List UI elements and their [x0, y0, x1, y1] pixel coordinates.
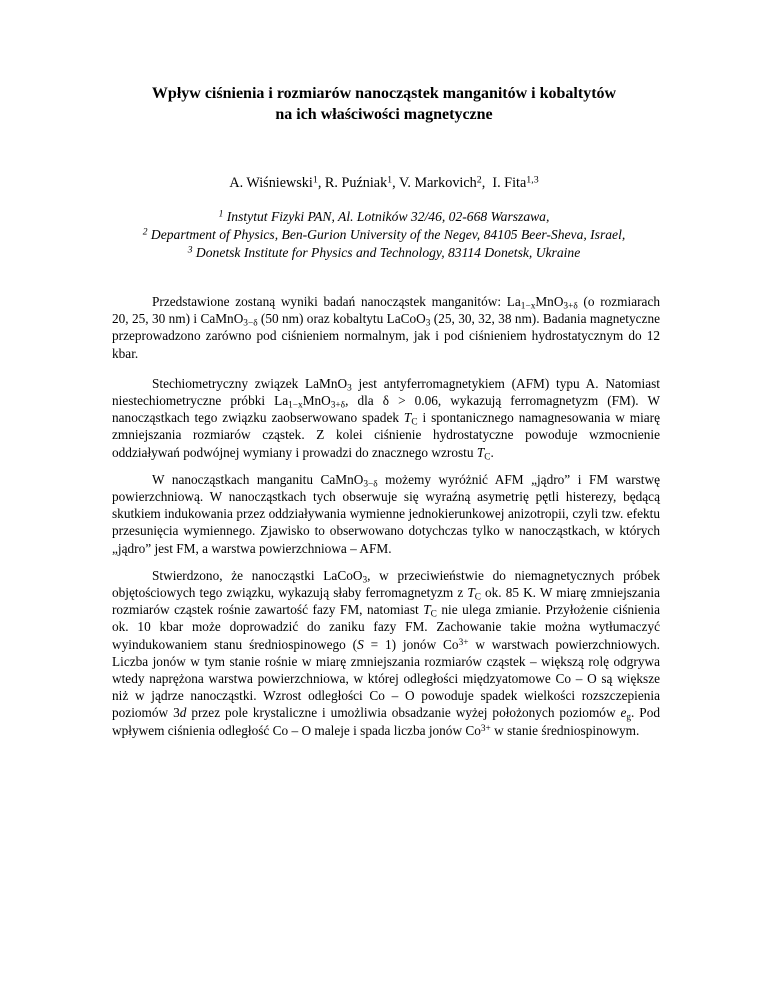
author-name: V. Markovich [398, 175, 477, 191]
author-name: I. Fita [492, 175, 527, 191]
title-line-1: Wpływ ciśnienia i rozmiarów nanocząstek manganitów i kobaltytów [151, 85, 617, 102]
affiliation-3: $^3$ Donetsk Institute for Physics and Technology, 83114 Donetsk, Ukraine [187, 245, 581, 260]
paragraph-2: Stechiometryczny związek LaMnO$_3$ jest antyferromagnetykiem (AFM) typu A. Natomiast niestechiometryczne próbki $La_{1-x}MnO_{3+\delta}$, dla δ > 0.06, wykazują ferromagnetyzm (FM). W nanocząstkach tego związku zaobserwowano spadek $T_C$ i spontanicznego namagnesowania w miarę zmniejszania rozmiarów cząstek. Z kolei ciśnienie hydrostatyczne powoduje wzmocnienie oddziaływań podwójnej wymiany i prowadzi do znacznego wzrostu $T_C$. [112, 375, 661, 462]
author-list: A. Wiśniewski$^1$, R. Puźniak$^1$, V. Markovich$^2$, I. Fita$^{1,3}$ [229, 174, 539, 191]
author-affiliation-mark: 1 [387, 174, 393, 186]
abstract-body [112, 293, 660, 749]
author-name: A. Wiśniewski [229, 175, 313, 191]
affiliation-2: $^2$ Department of Physics, Ben-Gurion University of the Negev, 84105 Beer-Sheva, Israel, [142, 227, 626, 242]
affiliation-1: $^1$ Instytut Fizyki PAN, Al. Lotników 32/46, 02-668 Warszawa, [218, 209, 550, 224]
author-affiliation-mark: 2 [476, 174, 482, 186]
paragraph-3: W nanocząstkach manganitu CaMnO$_{3-\delta}$ możemy wyróżnić AFM „jądro” i FM warstwę powierzchniową. W nanocząstkach tych obserwuje się wyraźną asymetrię pętli histerezy, będącą skutkiem indukowania przez oddziaływania wymienne jednokierunkowej anizotropii, czyli tzw. efektu przesunięcia wymiennego. Zjawisko to obserwowano dotychczas tylko w nanocząstkach, w których „jądro” jest FM, a warstwa powierzchniowa – AFM. [112, 471, 660, 556]
paragraph-1: Przedstawione zostaną wyniki badań nanocząstek manganitów: $La_{1-x}MnO_{3+\delta}$ (o rozmiarach 20, 25, 30 nm) i CaMnO$_{3-\delta}$ (50 nm) oraz kobaltytu LaCoO$_3$ (25, 30, 32, 38 nm). Badania magnetyczne przeprowadzono zarówno pod ciśnieniem normalnym, jak i pod ciśnieniem hydrostatycznym do 12 kbar. [112, 294, 660, 361]
paragraph-4: Stwierdzono, że nanocząstki LaCoO$_3$, w przeciwieństwie do niemagnetycznych próbek objętościowych tego związku, wykazują słaby ferromagnetyzm z $T_C$ ok. 85 K. W miarę zmniejszania rozmiarów cząstek rośnie zawartość fazy FM, natomiast $T_C$ nie ulega zmianie. Przyłożenie ciśnienia ok. 10 kbar może doprowadzić do zaniku fazy FM. Zachowanie takie można wytłumaczyć wyindukowaniem stanu średniospinowego (S = 1) jonów $Co^{3+}$ w warstwach powierzchniowych. Liczba jonów w tym stanie rośnie w miarę zmniejszania rozmiarów cząstek – większą rolę odgrywa wtedy naprężona warstwa powierzchniowa, w której odległości międzyatomowe Co – O są większe niż w jądrze nanocząstki. Wzrost odległości Co – O powoduje spadek wielkości rozszczepienia poziomów 3d przez pole krystaliczne i umożliwia obsadzanie wyżej położonych poziomów $e_g$. Pod wpływem ciśnienia odległość Co – O maleje i spada liczba jonów $Co^{3+}$ w stanie średniospinowym. [112, 567, 661, 738]
author-name: R. Puźniak [324, 175, 388, 191]
author-affiliation-mark: 1,3 [526, 174, 539, 186]
paper-title [100, 83, 668, 125]
author-affiliation-mark: 1 [312, 174, 318, 186]
title-line-2: na ich właściwości magnetyczne [275, 106, 493, 123]
affiliation-list [40, 208, 728, 262]
